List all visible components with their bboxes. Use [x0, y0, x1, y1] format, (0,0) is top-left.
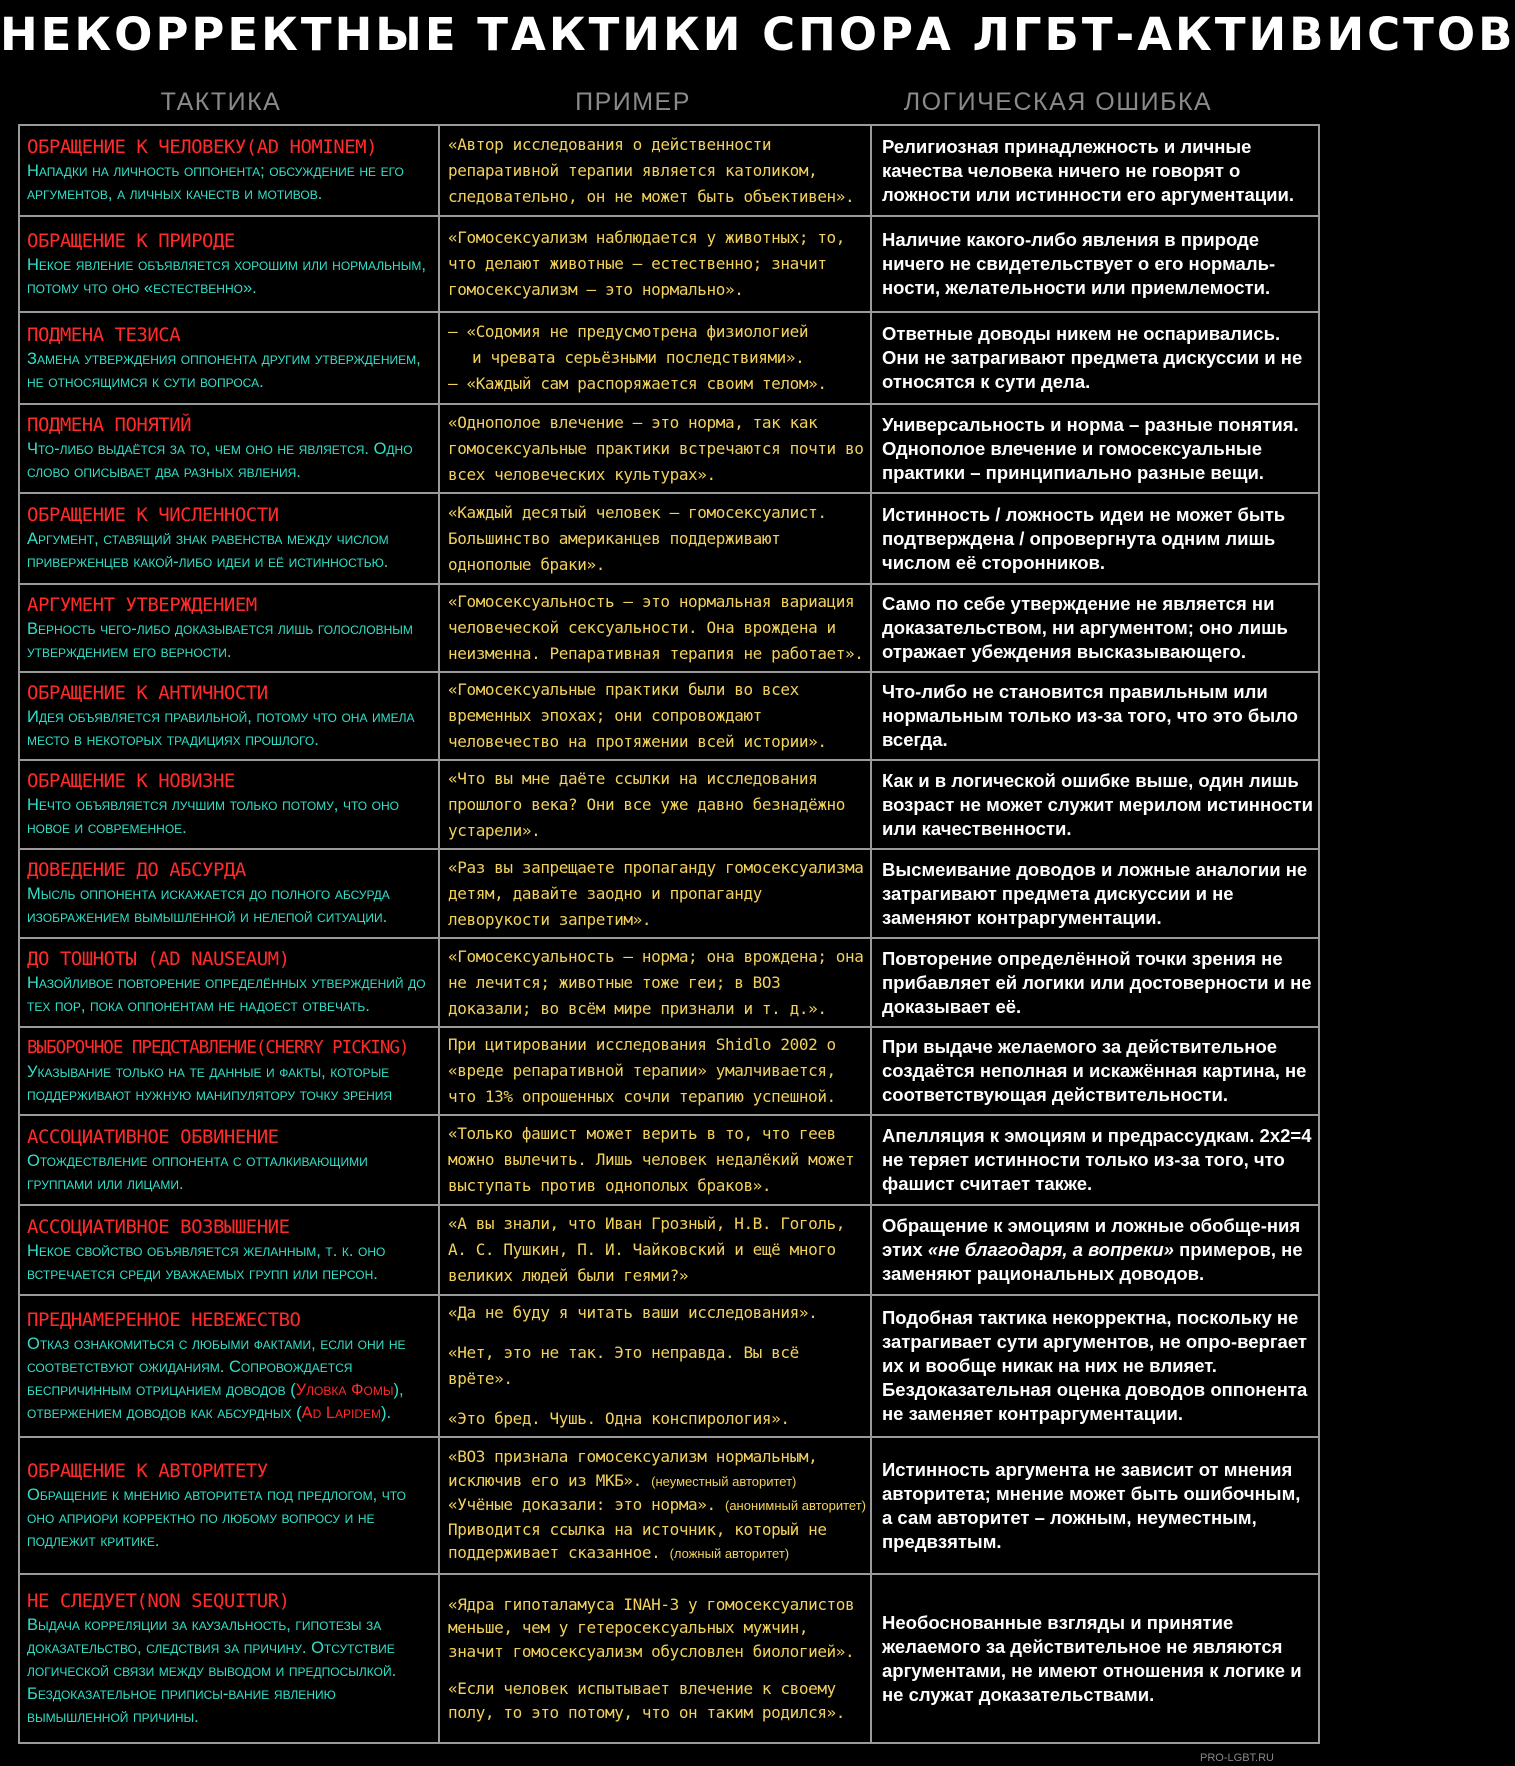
- logical-error: Апелляция к эмоциям и предрассудкам. 2х2=4 не теряет истинности только из-за того, что фашист считает также.: [882, 1125, 1312, 1194]
- tactic-name: АССОЦИАТИВНОЕ ВОЗВЫШЕНИЕ: [27, 1215, 290, 1238]
- table-row: [19, 760, 1319, 849]
- logical-error: Истинность / ложность идеи не может быть подтверждена / опровергнута одним лишь числом её сторонников.: [882, 503, 1286, 573]
- table-row: [19, 1574, 1319, 1743]
- example-line: и чревата серьёзными последствиями».: [472, 348, 805, 367]
- table-row: [19, 312, 1319, 404]
- example-line: — «Содомия не предусмотрена физиологией: [448, 322, 809, 341]
- tactic-example: «Гомосексуальность – норма; она врождена; она не лечится; животные тоже геи; в ВОЗ доказали; во всём мире признали и т. д.».: [448, 946, 864, 1018]
- column-header-tactic: ТАКТИКА: [160, 88, 282, 116]
- logical-error: Истинность аргумента не зависит от мнения авторитета; мнение может быть ошибочным, а сам авторитет – ложным, неуместным, предвзятым.: [882, 1458, 1301, 1552]
- table-row: [19, 584, 1319, 672]
- tactic-name: ОБРАЩЕНИЕ К ЧИСЛЕННОСТИ: [27, 504, 279, 526]
- column-header-example: ПРИМЕР: [575, 88, 691, 116]
- tactic-description: Обращение к мнению авторитета под предлогом, что оно априори корректно по любому вопросу и не подлежит критике.: [27, 1485, 406, 1550]
- tactic-description: Указывание только на те данные и факты, которые поддерживают нужную манипулятору точку зрения: [27, 1062, 393, 1104]
- tactic-description: Мысль оппонента искажается до полного абсурда изображением вымышленной и нелепой ситуации.: [27, 885, 390, 926]
- tactic-description: Аргумент, ставящий знак равенства между числом приверженцев какой-либо идеи и её истинностью.: [27, 530, 389, 571]
- tactic-example: «Гомосексуальные практики были во всех временных эпохах; они сопровождают человечество на протяжении всей истории».: [448, 680, 827, 751]
- tactic-name: ДО ТОШНОТЫ (AD NAUSEAUM): [27, 948, 290, 970]
- tactic-description: Некое явление объявляется хорошим или нормальным, потому что оно «естественно».: [27, 255, 426, 297]
- example-line: «Нет, это не так. Это неправда. Вы всё врёте».: [448, 1343, 799, 1388]
- table-row: [19, 1115, 1319, 1205]
- tactic-description: Идея объявляется правильной, потому что она имела место в некоторых традициях прошлого.: [27, 707, 415, 749]
- logical-error: Необоснованные взгляды и принятие желаемого за действительное не являются аргументами, не имеют отношения к логике и не служат доказательствами.: [882, 1611, 1302, 1705]
- tactic-description: Нападки на личность оппонента; обсуждение не его аргументов, а личных качеств и мотивов.: [27, 162, 404, 203]
- site-watermark: PRO-LGBT.RU: [1200, 1752, 1274, 1764]
- example-line: «Это бред. Чушь. Одна конспирология».: [448, 1409, 790, 1428]
- logical-error: Ответные доводы никем не оспаривались. Они не затрагивают предмета дискуссии и не относятся к сути дела.: [882, 323, 1303, 392]
- logical-error: Что-либо не становится правильным или нормальным только из-за того, что это было всегда.: [882, 681, 1298, 750]
- tactic-description: Отождествление оппонента с отталкивающими группами или лицами.: [27, 1151, 368, 1193]
- table-row: [19, 849, 1319, 938]
- logical-error: Наличие какого-либо явления в природе ничего не свидетельствует о его нормаль-ности, желательности или приемлемости.: [882, 229, 1276, 298]
- example-note: (ложный авторитет): [669, 1546, 790, 1562]
- logical-error: Подобная тактика некорректна, поскольку не затрагивает сути аргументов, не опро-вергает их и вообще никак на них не влияет. Бездоказательная оценка доводов оппонента не заменяет контраргументации.: [882, 1307, 1308, 1424]
- term-red: Уловка Фомы: [295, 1380, 394, 1399]
- tactic-name: ОБРАЩЕНИЕ К НОВИЗНЕ: [27, 770, 235, 792]
- tactic-description: Нечто объявляется лучшим только потому, что оно новое и современное.: [27, 796, 399, 837]
- table-row: [19, 1027, 1319, 1115]
- table-row: [19, 216, 1319, 312]
- example-note: (неуместный авторитет): [651, 1473, 797, 1489]
- tactic-description: Верность чего-либо доказывается лишь голословным утверждением его верности.: [27, 619, 413, 661]
- tactic-description: Замена утверждения оппонента другим утверждением, не относящимся к сути вопроса.: [27, 349, 421, 391]
- tactic-name: ПОДМЕНА ПОНЯТИЙ: [27, 414, 192, 436]
- table-row: [19, 404, 1319, 493]
- term-red: Ad Lapidem: [301, 1403, 382, 1422]
- table-row: [19, 672, 1319, 760]
- example-line: «Ядра гипоталамуса INAH-3 у гомосексуалистов меньше, чем у гетеросексуальных мужчин, значит гомосексуализм обусловлен биологией».: [448, 1594, 855, 1661]
- tactic-name: ОБРАЩЕНИЕ К АНТИЧНОСТИ: [27, 681, 268, 704]
- tactic-example: «ВОЗ признала гомосексуализм нормальным, исключив его из МКБ». (неуместный авторитет) «Учёные доказали: это норма». (анонимный авторитет) Приводится ссылка на источник, который не поддерживает сказанное. (ложный авторитет): [448, 1447, 867, 1563]
- tactic-name: ОБРАЩЕНИЕ К АВТОРИТЕТУ: [27, 1459, 268, 1482]
- logical-error: Само по себе утверждение не является ни доказательством, ни аргументом; оно лишь отражает убеждения высказывающего.: [882, 593, 1288, 662]
- tactic-description: Отказ ознакомиться с любыми фактами, если они не соответствуют ожиданиям. Сопровождается беспричинным отрицанием доводов (Уловка Фомы), отвержением доводов как абсурдных (Ad Lapidem).: [27, 1334, 406, 1422]
- example-line: — «Каждый сам распоряжается своим телом».: [448, 374, 827, 393]
- page-title: НЕКОРРЕКТНЫЕ ТАКТИКИ СПОРА ЛГБТ-АКТИВИСТОВ: [0, 8, 1515, 61]
- table-row: [19, 1205, 1319, 1295]
- tactic-name: НЕ СЛЕДУЕТ(NON SEQUITUR): [27, 1589, 290, 1612]
- logical-error: Высмеивание доводов и ложные аналогии не затрагивают предмета дискуссии и не заменяют контраргументации.: [882, 858, 1308, 928]
- tactic-example: «Каждый десятый человек – гомосексуалист. Большинство американцев поддерживают однополые браки».: [448, 502, 827, 574]
- table-row: [19, 125, 1319, 216]
- table-row: [19, 1437, 1319, 1574]
- tactic-example: [448, 1300, 866, 1432]
- tactic-example: «Автор исследования о действенности репаративной терапии является католиком, следовательно, он не может быть объективен».: [448, 134, 855, 206]
- tactic-description: Что-либо выдаётся за то, чем оно не является. Одно слово описывает два разных явления.: [27, 440, 413, 481]
- example-line: «Да не буду я читать ваши исследования».: [448, 1303, 818, 1322]
- tactics-table: [18, 124, 1320, 1744]
- logical-error: Обращение к эмоциям и ложные обобще-ния этих «не благодаря, а вопреки» примеров, не заменяют рациональных доводов.: [882, 1215, 1303, 1284]
- tactic-example: «Только фашист может верить в то, что геев можно вылечить. Лишь человек недалёкий может выступать против однополых браков».: [448, 1124, 855, 1195]
- tactic-example: «Гомосексуальность – это нормальная вариация человеческой сексуальности. Она врождена и неизменна. Репаративная терапия не работает».: [448, 592, 864, 663]
- tactic-name: ОБРАЩЕНИЕ К ПРИРОДЕ: [27, 229, 235, 252]
- tactic-example: «А вы знали, что Иван Грозный, Н.В. Гоголь, А. С. Пушкин, П. И. Чайковский и ещё много великих людей были геями?»: [448, 1214, 846, 1285]
- error-emphasis: «не благодаря, а вопреки»: [927, 1239, 1174, 1260]
- table-row: [19, 938, 1319, 1027]
- tactic-name: ПРЕДНАМЕРЕННОЕ НЕВЕЖЕСТВО: [27, 1308, 301, 1331]
- tactic-name: АРГУМЕНТ УТВЕРЖДЕНИЕМ: [27, 593, 257, 616]
- tactic-description: Некое свойство объявляется желанным, т. к. оно встречается среди уважаемых групп или персон.: [27, 1241, 386, 1283]
- tactic-name: АССОЦИАТИВНОЕ ОБВИНЕНИЕ: [27, 1125, 279, 1148]
- tactic-example: «Раз вы запрещаете пропаганду гомосексуализма детям, давайте заодно и пропаганду леворукости запретим».: [448, 857, 864, 929]
- tactic-name: ОБРАЩЕНИЕ К ЧЕЛОВЕКУ(AD HOMINEM): [27, 136, 378, 158]
- tactic-name: ДОВЕДЕНИЕ ДО АБСУРДА: [27, 859, 246, 881]
- tactic-example: «Однополое влечение – это норма, так как гомосексуальные практики встречаются почти во всех человеческих культурах».: [448, 412, 864, 484]
- logical-error: Универсальность и норма – разные понятия. Однополое влечение и гомосексуальные практики – принципиально разные вещи.: [882, 413, 1299, 483]
- example-line: «Если человек испытывает влечение к своему полу, то это потому, что он таким родился».: [448, 1679, 846, 1722]
- tactic-description: Выдача корреляции за каузальность, гипотезы за доказательство, следствия за причину. Отсутствие логической связи между выводом и предпосылкой. Бездоказательное приписы-вание явлению вымышленной причины.: [27, 1615, 397, 1726]
- tactic-description: Назойливое повторение определённых утверждений до тех пор, пока оппонентам не надоест отвечать.: [27, 974, 426, 1015]
- tactic-name: ВЫБОРОЧНОЕ ПРЕДСТАВЛЕНИЕ(CHERRY PICKING): [27, 1037, 409, 1058]
- logical-error: При выдаче желаемого за действительное создаётся неполная и искажённая картина, не соответствующая действительности.: [882, 1036, 1307, 1105]
- tactic-example: При цитировании исследования Shidlo 2002 о «вреде репаративной терапии» умалчивается, что 13% опрошенных сочли терапию успешной.: [448, 1035, 836, 1106]
- table-row: [19, 1295, 1319, 1437]
- logical-error: Повторение определённой точки зрения не прибавляет ей логики или достоверности и не доказывает её.: [882, 947, 1312, 1017]
- column-header-error: ЛОГИЧЕСКАЯ ОШИБКА: [903, 88, 1213, 116]
- logical-error: Религиозная принадлежность и личные качества человека ничего не говорят о ложности или истинности его аргументации.: [882, 135, 1295, 205]
- tactic-example: [448, 319, 866, 397]
- tactic-example: «Гомосексуализм наблюдается у животных; то, что делают животные – естественно; значит гомосексуализм – это нормально».: [448, 228, 846, 299]
- example-note: (анонимный авторитет): [725, 1498, 867, 1514]
- table-row: [19, 493, 1319, 584]
- tactic-example: [448, 1593, 866, 1725]
- logical-error: Как и в логической ошибке выше, один лишь возраст не может служит мерилом истинности или качественности.: [882, 769, 1313, 839]
- tactic-example: «Что вы мне даёте ссылки на исследования прошлого века? Они все уже давно безнадёжно устарели».: [448, 768, 846, 840]
- tactic-name: ПОДМЕНА ТЕЗИСА: [27, 323, 181, 346]
